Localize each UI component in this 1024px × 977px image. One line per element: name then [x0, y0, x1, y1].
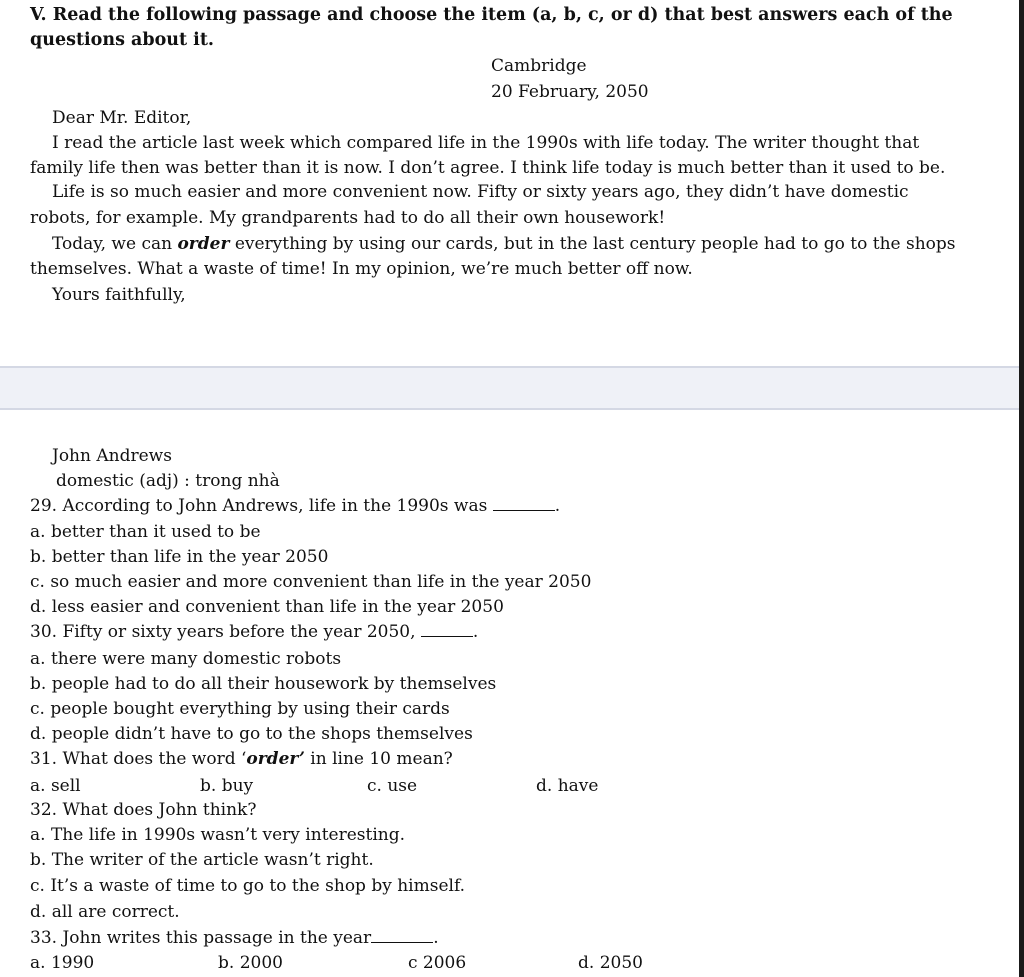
answer-blank	[421, 622, 473, 637]
question-30-option-d: d. people didn’t have to go to the shops themselves	[30, 724, 473, 744]
question-33	[30, 926, 439, 950]
question-33-option-d: d. 2050	[578, 953, 643, 973]
paragraph-2-line-1	[52, 180, 985, 204]
letter-closing: Yours faithfully,	[52, 285, 186, 305]
question-29-stem: 29. According to John Andrews, life in the 1990s was	[30, 496, 488, 516]
question-29-option-c: c. so much easier and more convenient than life in the year 2050	[30, 572, 592, 592]
paragraph-3-text-c: everything by using our cards, but in the last century people had to go to the shops	[229, 234, 956, 254]
question-33-stem: 33. John writes this passage in the year	[30, 928, 372, 948]
question-31-keyword: order’	[246, 749, 305, 769]
question-33-end: .	[433, 928, 439, 948]
question-31-stem-c: in line 10 mean?	[304, 749, 453, 769]
question-32-option-c: c. It’s a waste of time to go to the shop by himself.	[30, 876, 466, 896]
question-33-option-a: a. 1990	[30, 953, 95, 973]
letter-date: 20 February, 2050	[491, 82, 649, 102]
window-edge	[1019, 0, 1024, 977]
answer-blank	[493, 496, 555, 511]
question-32-option-a: a. The life in 1990s wasn’t very interesting.	[30, 825, 405, 845]
question-31	[30, 747, 453, 771]
paragraph-1-line-2: family life then was better than it is now. I don’t agree. I think life today is much better than it used to be.	[30, 158, 946, 178]
question-29-option-b: b. better than life in the year 2050	[30, 547, 329, 567]
question-31-option-d: d. have	[536, 776, 599, 796]
question-31-option-b: b. buy	[200, 776, 254, 796]
question-29	[30, 494, 560, 518]
paragraph-2-line-2: robots, for example. My grandparents had to do all their own housework!	[30, 208, 666, 228]
letter-greeting: Dear Mr. Editor,	[52, 108, 192, 128]
question-30-option-c: c. people bought everything by using their cards	[30, 699, 450, 719]
paragraph-2-text-1: Life is so much easier and more convenient now. Fifty or sixty years ago, they didn’t have domestic	[52, 182, 909, 202]
question-29-option-d: d. less easier and convenient than life in the year 2050	[30, 597, 504, 617]
paragraph-3-line-2: themselves. What a waste of time! In my opinion, we’re much better off now.	[30, 259, 693, 279]
question-30-option-a: a. there were many domestic robots	[30, 649, 342, 669]
exercise-heading	[30, 3, 985, 27]
word-order-emphasis: order	[177, 234, 230, 254]
heading-line-2: questions about it.	[30, 30, 214, 50]
question-31-option-c: c. use	[367, 776, 418, 796]
question-32-option-b: b. The writer of the article wasn’t right.	[30, 850, 374, 870]
vocabulary-note: domestic (adj) : trong nhà	[56, 471, 280, 491]
question-32: 32. What does John think?	[30, 800, 257, 820]
paragraph-1-text-1: I read the article last week which compared life in the 1990s with life today. The writer thought that	[52, 133, 920, 153]
question-29-option-a: a. better than it used to be	[30, 522, 261, 542]
question-30-option-b: b. people had to do all their housework by themselves	[30, 674, 497, 694]
question-32-option-d: d. all are correct.	[30, 902, 180, 922]
question-29-end: .	[554, 496, 561, 516]
question-33-option-b: b. 2000	[218, 953, 283, 973]
answer-blank	[371, 928, 433, 943]
letter-place: Cambridge	[491, 56, 587, 76]
letter-signature: John Andrews	[52, 446, 172, 466]
question-30-stem: 30. Fifty or sixty years before the year 2050,	[30, 622, 416, 642]
question-30-end: .	[472, 622, 479, 642]
question-33-option-c: c 2006	[408, 953, 467, 973]
question-30	[30, 620, 478, 644]
paragraph-3-text-a: Today, we can	[52, 234, 178, 254]
paragraph-3-line-1	[52, 232, 956, 256]
heading-line-1: V. Read the following passage and choose the item (a, b, c, or d) that best answers each of the	[30, 5, 953, 25]
question-31-option-a: a. sell	[30, 776, 81, 796]
paragraph-1-line-1	[52, 131, 985, 155]
question-31-stem-a: 31. What does the word ‘	[30, 749, 247, 769]
page-break-gap	[0, 366, 1019, 410]
